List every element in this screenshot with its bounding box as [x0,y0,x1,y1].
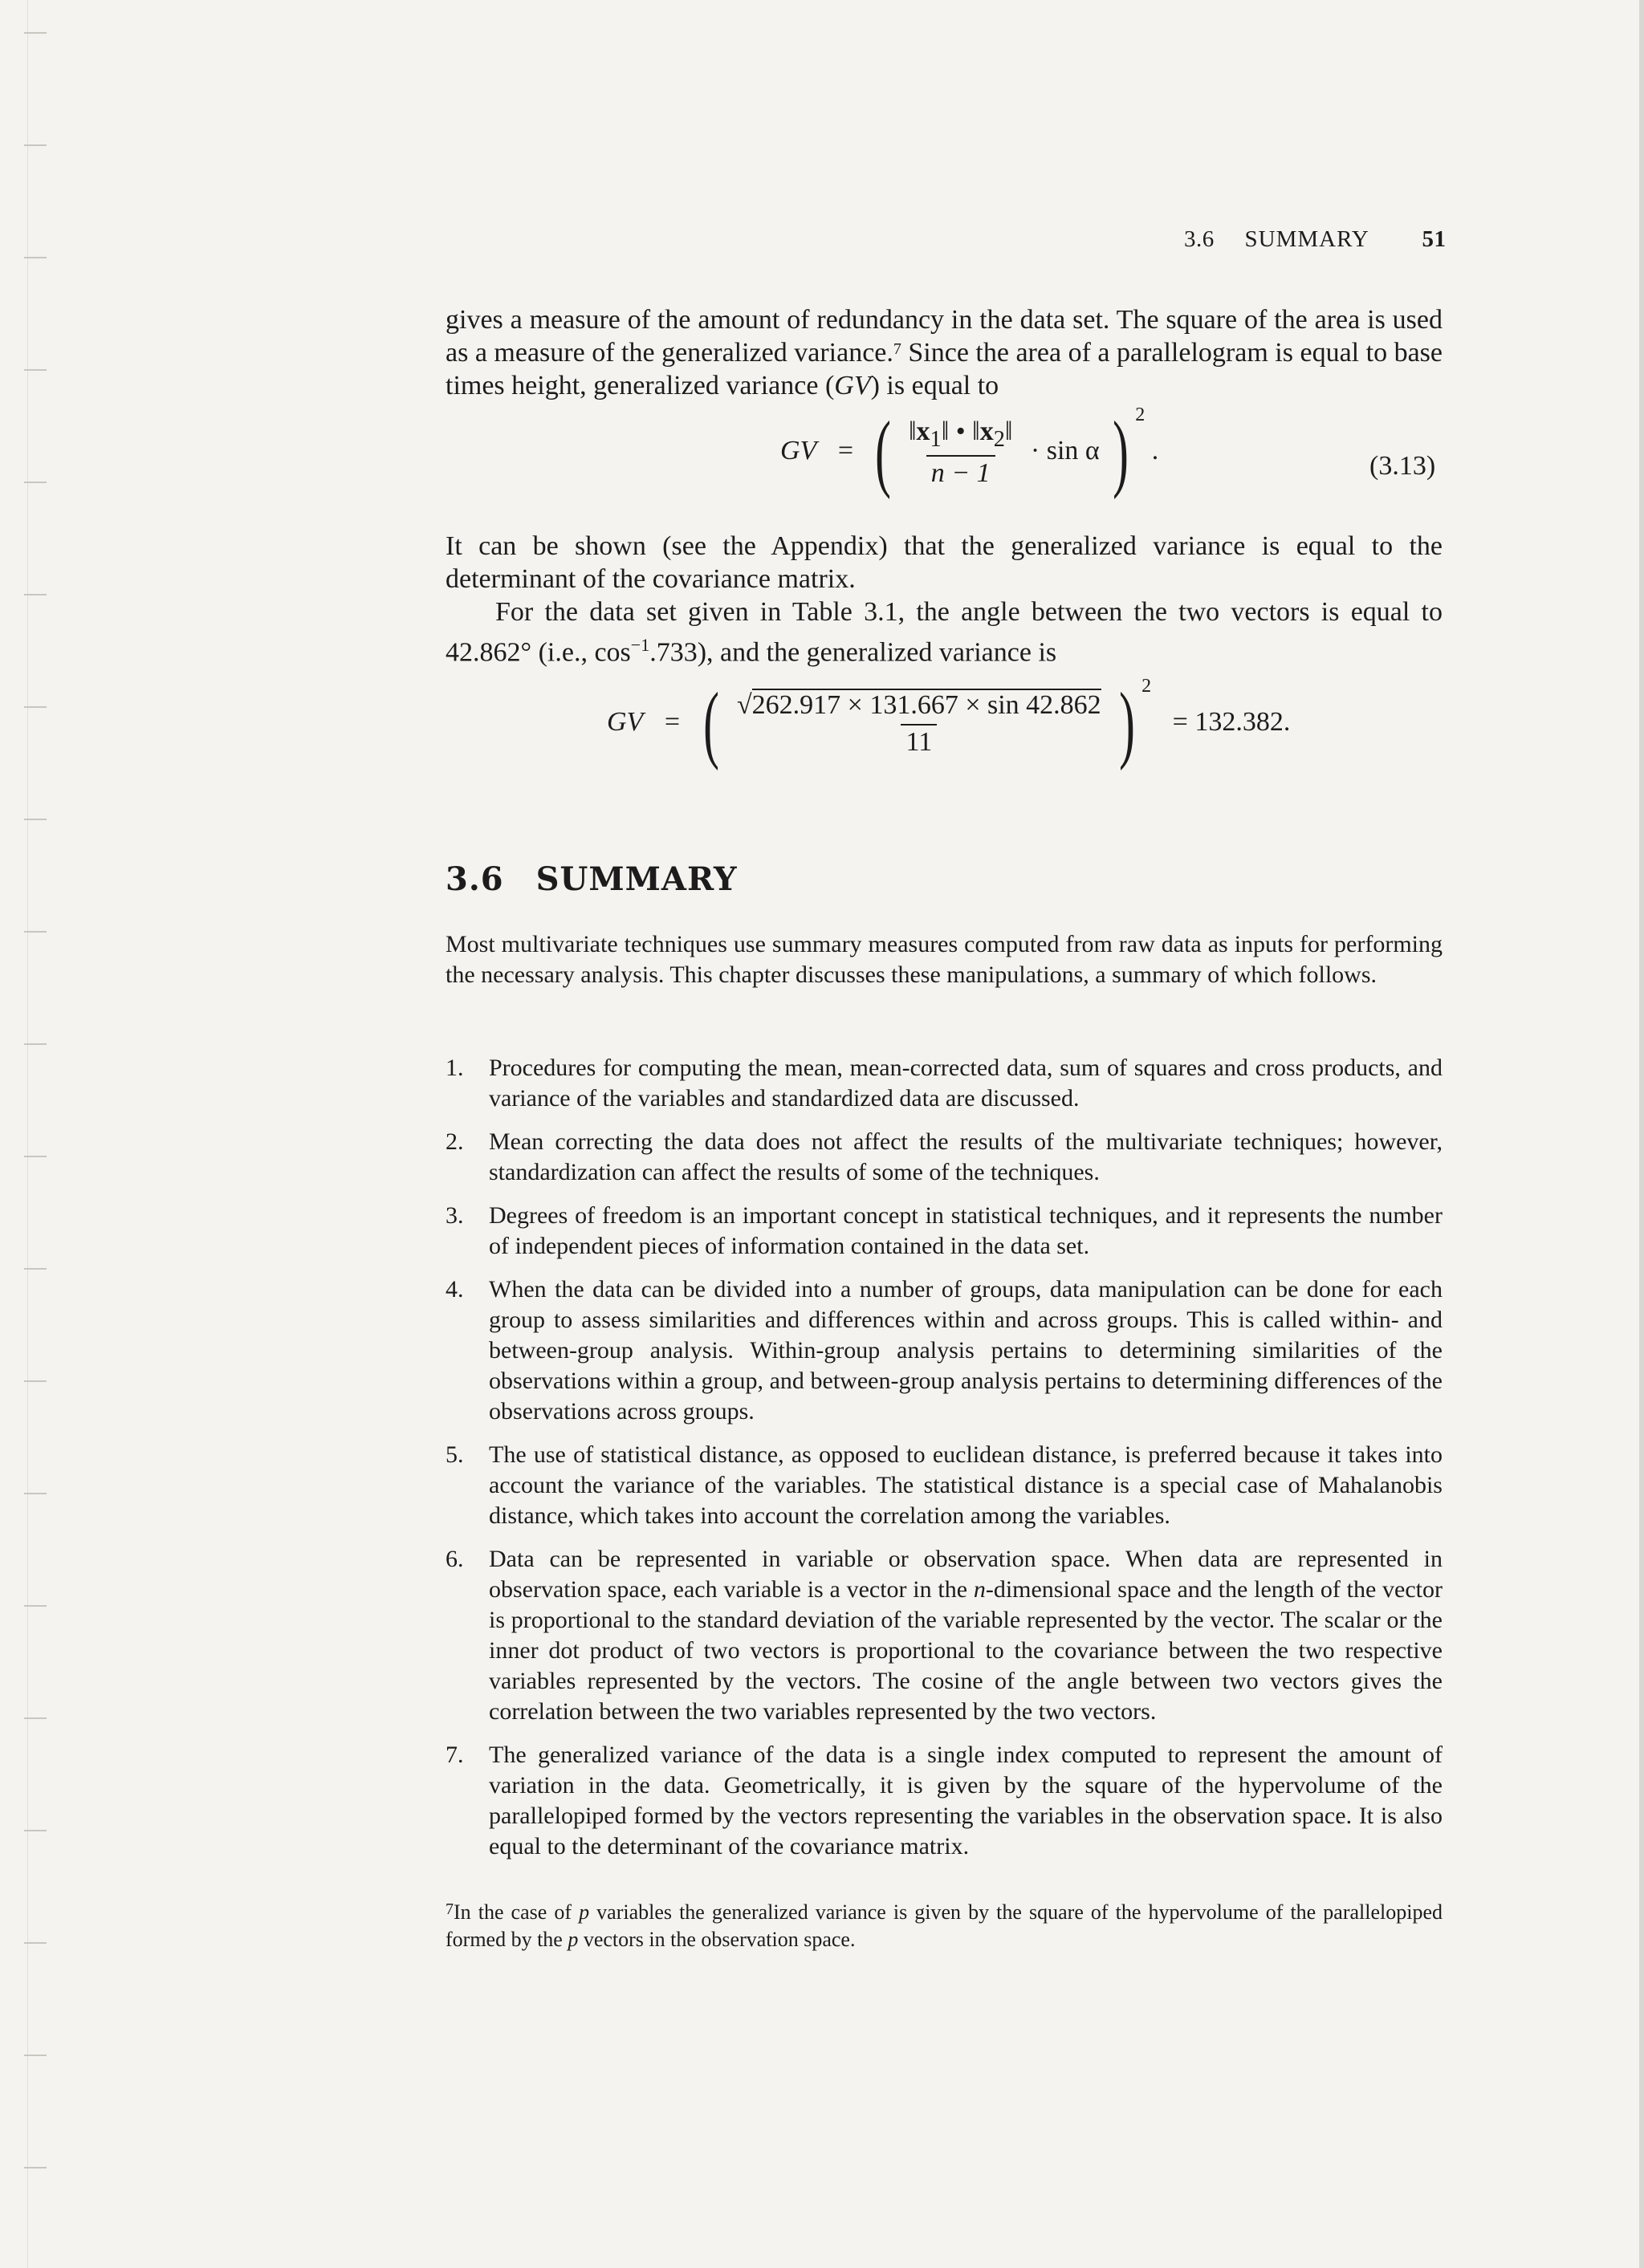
paragraph-example: For the data set given in Table 3.1, the angle between the two vectors is equal to 42.862° (i.e., $\cos^{-1}.733$), and the generalized variance is [446,597,1443,668]
binding-mark [24,931,47,933]
list-item: 1. Procedures for computing the mean, mean-corrected data, sum of squares and cross products, and variance of the variables and standardized data are discussed. [446,1055,1443,1112]
list-item: 4. When the data can be divided into a number of groups, data manipulation can be done for each group to assess similarities and differences within and across groups. This is called within- and between-group analysis. Within-group analysis pertains to determining similarities of the observations within a group, and between-group analysis pertains to determining differences of the observations across groups. [446,1276,1443,1425]
running-head [1184,226,1447,253]
footnote-mark: 7 [446,1900,454,1918]
paragraph-redundancy: gives a measure of the amount of redundancy in the data set. The square of the area is used as a measure of the generalized variance.$^7$ Since the area of a parallelogram is equal to base times height, generalized variance (GV) is equal to [446,305,1443,400]
binding-mark [24,1156,47,1157]
list-item: 2. Mean correcting the data does not affect the results of the multivariate techniques; however, standardization can affect the results of some of the techniques. [446,1128,1443,1185]
paragraph-determinant: It can be shown (see the Appendix) that the generalized variance is equal to the determinant of the covariance matrix. [446,531,1443,594]
binding-mark [24,1043,47,1045]
binding-mark [24,1493,47,1494]
equation-number: (3.13) [1369,451,1436,481]
footnote-reference[interactable]: 7 [893,340,901,358]
equation-3-13: GV = ( $\frac{‖x_1‖ • ‖x_2‖}{n - 1}$ · sin α ) $^2$ . [780,404,1159,500]
binding-mark [24,706,47,708]
fraction: $\frac{‖x_1‖ • ‖x_2‖}{n - 1}$ [908,416,1013,489]
binding-mark [24,1942,47,1944]
list-item: 7. The generalized variance of the data is a single index computed to represent the amount of variation in the data. Geometrically, it is given by the square of the hypervolume of the parallelopiped formed by the vectors representing the variables in the observation space. It is also equal to the determinant of the covariance matrix. [446,1742,1443,1860]
binding-mark [24,594,47,595]
binding-mark [24,2055,47,2056]
binding-mark [24,1380,47,1382]
footnote: $^7$In the case of p variables the generalized variance is given by the square of the hypervolume of the parallelopiped formed by the p vectors in the observation space. [446,1900,1443,1951]
binding-mark [24,1717,47,1719]
binding-mark [24,32,47,34]
binding-mark [24,144,47,146]
running-head-title: SUMMARY [1244,226,1369,252]
summary-list [446,1053,1443,1875]
binding-mark [24,1268,47,1270]
list-item: 3. Degrees of freedom is an important concept in statistical techniques, and it represents the number of independent pieces of information contained in the data set. [446,1202,1443,1259]
section-heading: 3.6 SUMMARY [446,860,738,898]
list-item: 5. The use of statistical distance, as opposed to euclidean distance, is preferred because it takes into account the variance of the variables. The statistical distance is a special case of Mahalanobis distance, which takes into account the correlation among the variables. [446,1441,1443,1529]
binding-mark [24,482,47,483]
binding-mark [24,2167,47,2168]
equation-gv-value: GV = ( $\frac{√262.917 \times 131.667 \times \sin 42.862}{11}$ ) $^2$ = 132.382. [607,676,1291,771]
page-edge [1639,0,1644,2268]
binding-mark [24,1605,47,1607]
left-paren: ( [874,404,891,500]
page-number: 51 [1422,226,1447,252]
binding-mark [24,819,47,820]
binding-mark [24,369,47,371]
left-paren: ( [702,676,719,771]
running-head-section: 3.6 [1184,226,1215,252]
binding-line [27,0,28,2268]
fraction: $\frac{√262.917 \times 131.667 \times \sin 42.862}{11}$ [736,690,1101,757]
binding-mark [24,257,47,258]
right-paren: ) [1113,404,1129,500]
binding-mark [24,1830,47,1831]
summary-intro: Most multivariate techniques use summary measures computed from raw data as inputs for performing the necessary analysis. This chapter discusses these manipulations, a summary of which follows. [446,931,1443,988]
list-item: 6. Data can be represented in variable or observation space. When data are represented in observation space, each variable is a vector in the n-dimensional space and the length of the vector is proportional to the standard deviation of the variable represented by the vector. The scalar or the inner dot product of two vectors is proportional to the covariance between the two respective variables represented by the vectors. The cosine of the angle between two vectors gives the correlation between the two variables represented by the two vectors. [446,1546,1443,1725]
right-paren: ) [1119,676,1136,771]
